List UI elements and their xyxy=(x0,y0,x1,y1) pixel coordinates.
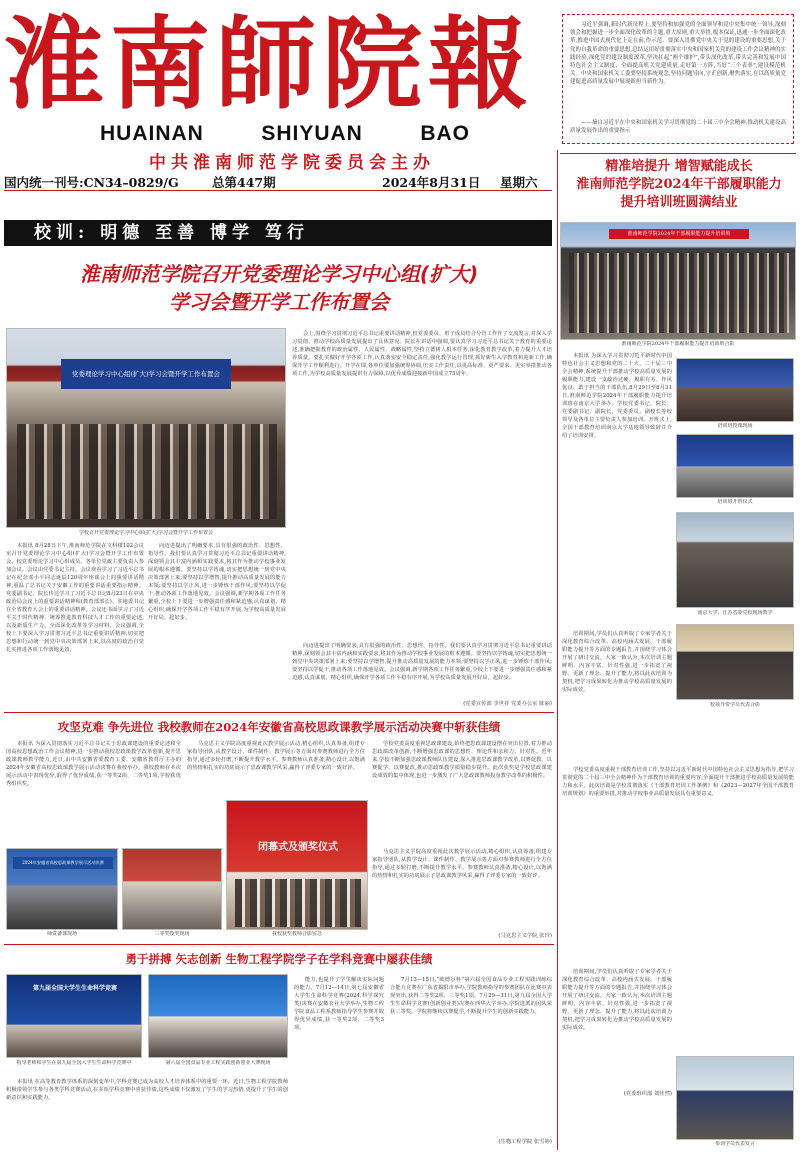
divider xyxy=(560,153,796,154)
masthead-info-bar xyxy=(4,173,552,191)
lead-photo-banner: 党委理论学习中心组(扩大)学习会暨开学工作布置会 xyxy=(61,359,231,389)
competition-body-right-cont: 马克思主义学院高度重视此次教学展示活动,精心组织,认真筹备,组建专家指导团队,从教学设计、课件制作、教学展示等方面对参赛教师进行全方位指导,通过多轮打磨,不断提升教学水平。参赛教师认真准备,精心设计,以饱满的热情和扎实的功底展示了思政课教学风采,赢得了评委专家的一致好评。 xyxy=(372,849,552,879)
lead-photo xyxy=(6,328,286,528)
training-banner: 淮南师范学院2024年干部履职能力提升培训班 xyxy=(609,229,749,239)
bio-body-mid: 能力,也提升了学生解决实际问题的能力。7月12—14日,第七届安徽省大学生生命科学竞赛(2024,科学探究类)决赛在安徽农业大学举办,生物工程学院食品工程系教师指导学生参赛并取得优异成绩,获一等奖2项、二等奖3项。 xyxy=(294,977,384,1031)
lead-body-right-cont: 向迈进提出了明确要求,具有很强的政治性、思想性、指导性。我们要认真学习贯彻习近平总书记重要讲话精神,深刻领会其丰富内涵和实践要求,将其作为推动学校事业发展的根本遵循。要坚持以学铸魂,切实把思想统一到党中央决策部署上来;要坚持以学增智,提升推动高质量发展的能力本领;要坚持以学正风,进一步锤炼干部作风;要坚持以学促干,推动各项工作落地见效。会议强调,新学期各项工作任务繁重,全校上下要进一步增强责任感和紧迫感,认真谋划、精心组织,确保开学各项工作平稳有序开展,为学校高质量发展开好局、起好步。 xyxy=(292,643,552,681)
training-byline: (党委组织部 刘佳然) xyxy=(623,1091,672,1097)
issue-weekday: 星期六 xyxy=(500,174,538,190)
bio-title: 勇于拼搏 矢志创新 生物工程学院学子在学科竞赛中屡获佳绩 xyxy=(125,952,433,966)
training-title-line1: 精准培提升 增智赋能成长 xyxy=(605,159,753,174)
lead-title-line1: 淮南师范学院召开党委理论学习中心组(扩大) xyxy=(79,262,479,286)
training-group-caption: 淮南师范学院2024年干部履职能力提升培训班合影 xyxy=(621,341,735,347)
pinyin-shiyuan: SHIYUAN xyxy=(261,122,363,145)
pinyin-bao: BAO xyxy=(420,122,470,145)
training-group-photo xyxy=(560,222,796,340)
competition-photo-banner: 2024年安徽省高校思政课教学展示活动决赛 xyxy=(13,857,113,869)
competition-photo-2 xyxy=(122,848,222,930)
bio-body-right: 7月13—15日,“欧德尔杯”第六届全国食品专业工程实践训练综合能力竞赛在广东省揭阳市举办,学院教师指导的参赛团队在比赛中表现突出,获得二等奖2项、三等奖1项。7月29—31日,第九届全国大学生生命科学竞赛(创新创业类)决赛在西华大学举办,学院选派的团队荣获三等奖。学院将继续以赛促学,不断提升学生的创新实践能力。 xyxy=(390,977,552,1015)
issue-number: 总第447期 xyxy=(212,174,276,190)
training-title-line2: 淮南师范学院2024年干部履职能力 xyxy=(576,177,782,192)
divider xyxy=(4,944,554,945)
training-photo3-caption: 南京大学、江苏省委党校现场教学 xyxy=(697,610,773,616)
training-photo-4 xyxy=(676,624,794,700)
masthead-pinyin xyxy=(100,122,470,146)
bio-byline: (生物工程学院 张雪婷) xyxy=(498,1139,552,1145)
competition-body-right: 学校党委高度重视思政课建设,始终把思政课建设摆在突出位置,着力推动思政课改革创新,不断增强思政课的思想性、理论性和亲和力、针对性。近年来,学校不断加强思政课教师队伍建设,深入推进思政课教学改革,以赛促教、以赛促学、以赛促改,推动思政课教学质量稳步提升。此次获奖是学校思政课建设成效的集中体现,也进一步激发了广大思政课教师投身教学改革的积极性。 xyxy=(372,741,552,779)
competition-byline: (马克思主义学院 张玲) xyxy=(498,933,552,939)
competition-photo-banner2: 闭幕式及颁奖仪式 xyxy=(258,842,338,853)
group-people xyxy=(569,253,789,333)
training-body-tail: 培训期间,学员们认真听取了专家学者关于深化教育综合改革、高校内涵式发展、干部履职能力提升等方面的专题报告,并围绕学习体会开展了研讨交流。大家一致认为,本次培训主题鲜明、内容丰富、针对性强,进一步拓宽了视野、更新了理念、提升了能力,将以此次培训为契机,把学习成果转化为推动学校高质量发展的实际成效。 xyxy=(562,969,672,1031)
competition-body-mid: 马克思主义学院高度重视此次教学展示活动,精心组织,认真筹备,组建专家指导团队,从教学设计、课件制作、教学展示等方面对参赛教师进行全方位指导,通过多轮打磨,不断提升教学水平。参赛教师认真准备,精心设计,以饱满的热情和扎实的功底展示了思政课教学风采,赢得了评委专家的一致好评。 xyxy=(187,741,365,771)
winners-people xyxy=(235,879,361,927)
competition-photo3-caption: 我校获奖教师合影留念 xyxy=(271,931,322,937)
training-photo-5 xyxy=(676,1056,794,1140)
column-divider xyxy=(557,150,558,1150)
competition-photo-3 xyxy=(226,800,368,930)
training-photo-2 xyxy=(676,434,794,498)
competition-title: 攻坚克难 争先进位 我校教师在2024年安徽省高校思政课教学展示活动决赛中斩获佳绩 xyxy=(57,720,501,734)
bio-photo1-caption: 指导老师和学生在第九届全国大学生生命科学竞赛中 xyxy=(16,1060,132,1066)
training-photo1-caption: 培训班授课现场 xyxy=(717,423,753,429)
training-photo-1 xyxy=(676,358,794,422)
divider xyxy=(4,712,554,713)
competition-body-left: 本报讯 为深入贯彻落实习近平总书记关于思政课建设的重要论述和全国高校思想政治工作会议精神,进一步推动我校思政课教学改革创新,提升思政课教师教学能力,近日,由中共安徽省委教育工委、安徽省教育厅主办的2024年安徽省高校思政课教学展示活动决赛在我校举办。我校教师在本次展示活动中表现优异,取得了优异成绩,获一等奖2项、二等奖1项,学校获优秀组织奖。 xyxy=(6,741,181,787)
issn: 国内统一刊号:CN34–0829/G xyxy=(4,174,179,190)
bio-photo-2 xyxy=(148,974,288,1058)
training-body-cont: 培训期间,学员们认真听取了专家学者关于深化教育综合改革、高校内涵式发展、干部履职能力提升等方面的专题报告,并围绕学习体会开展了研讨交流。大家一致认为,本次培训主题鲜明、内容丰富、针对性强,进一步拓宽了视野、更新了理念、提升了能力,将以此次培训为契机,把学习成果转化为推动学校高质量发展的实际成效。 xyxy=(562,631,672,693)
lead-photo-caption: 学校召开党委理论学习中心组(扩大)学习会暨开学工作布置会 xyxy=(79,530,213,536)
competition-photo-1 xyxy=(6,848,118,930)
lead-body-mid: 向迈进提出了明确要求,具有很强的政治性、思想性、指导性。我们要认真学习贯彻习近平总书记重要讲话精神,深刻领会其丰富内涵和实践要求,将其作为推动学校事业发展的根本遵循。要坚持以学铸魂,切实把思想统一到党中央决策部署上来;要坚持以学增智,提升推动高质量发展的能力本领;要坚持以学正风,进一步锤炼干部作风;要坚持以学促干,推动各项工作落地见效。会议强调,新学期各项工作任务繁重,全校上下要进一步增强责任感和紧迫感,认真谋划、精心组织,确保开学各项工作平稳有序开展,为学校高质量发展开好局、起好步。 xyxy=(148,543,286,621)
editorial-box xyxy=(562,14,794,144)
training-title-line3: 提升培训班圆满结业 xyxy=(620,195,738,210)
bio-photo-1 xyxy=(6,974,142,1058)
masthead-sponsor: 中共淮南师范学院委员会主办 xyxy=(149,153,435,173)
competition-photo2-caption: 三等奖授奖现场 xyxy=(154,931,190,937)
training-photo4-caption: 校领导带学员代表合影 xyxy=(709,702,760,708)
training-photo-3 xyxy=(676,512,794,608)
issue-date: 2024年8月31日 xyxy=(382,174,481,190)
training-body-main: 本报讯 为深入学习贯彻习近平新时代中国特色社会主义思想和党的二十大、二十届三中全会精神,系统提升干部推动学校高质量发展的履职能力,建设一支政治过硬、履职有方、作风优良、敢于担当的干部队伍,8月29日至8月31日,淮南师范学院2024年干部履职能力提升培训班在南京大学举办。学校党委书记、院长、党委副书记、副院长、党委委员、副校长等校领导及各单位主要负责人参加培训。开班式上,全国干部教育培训南京大学基地领导致辞并介绍了培训安排。 xyxy=(562,353,672,439)
lead-body-left: 本报讯 8月28日下午,淮南师范学院在文科楼102会议室召开党委理论学习中心组(扩大)学习会暨开学工作布置会。校党委理论学习中心组成员、各单位党政主要负责人参加会议。会议由党委书记主持。会议观看学习了习近平总书记在纪念邓小平同志诞辰120周年座谈会上的重要讲话精神,重温了总书记关于安徽工作的重要讲话重要指示精神。党委副书记、院长传达学习了习近平总书记8月23日在中央政治局会议上的重要讲话精神和(教育部部长)、驻地委书记在全省教育大会上的重要讲话精神。会议还书面学习了习近平关于时代精神、统筹推进教育科技人才工作的重要论述,以及新质生产力、全面深化改革等学习材料。会议强调,全校上下要深入学习贯彻习近平总书记重要讲话精神,切实把思想和行动统一到党中央决策部署上来,以高度的政治自觉扎实推进各项工作落地见效。 xyxy=(6,543,144,653)
lead-photo-people xyxy=(17,424,277,519)
bio-photo2-caption: 第六届全国食品专业工程实践创新创业大赛现场 xyxy=(165,1060,271,1066)
pinyin-huainan: HUAINAN xyxy=(100,122,204,145)
lead-body-right: 会上,围绕学习贯彻习近平总书记重要讲话精神,校党委委员、班子成员结合分管工作作了交流发言,对深入学习贯彻、推动学校高质量发展提出了具体意见。院长在讲话中强调,要认真学习习近平总书记关于教育的重要论述,准确把握教育的政治属性、人民属性、战略属性,坚持立德树人根本任务,深化教育教学改革,着力提升人才培养质量。要扎实做好开学各项工作,认真落实安全稳定责任,强化教学运行管理,抓好新生入学教育和迎新工作,确保开学工作顺利进行。开学在即,各单位要加强统筹协调,压实工作责任,以更高标准、更严要求、更实举措推动各项工作,为学校高质量发展提供有力保障,以优异成绩迎接新中国成立75周年。 xyxy=(292,331,552,377)
training-body-bottom: 学校党委高度重视干部教育培训工作,坚持以习近平新时代中国特色社会主义思想为指导,把学习贯彻党的二十届三中全会精神作为干部教育培训的重要内容,全面提升干部推进学校高质量发展的能力和水平。此次培训是学校贯彻落实《干部教育培训工作条例》和《2023—2027年全国干部教育培训规划》的重要举措,对推动学校事业高质量发展具有重要意义。 xyxy=(562,767,794,797)
lead-title-line2: 学习会暨开学工作布置会 xyxy=(169,290,389,314)
editorial-source: ——摘自习近平在中央和国家机关学习贯彻党的二十届三中全会精神,推动机关建设高质量发展作出的重要指示 xyxy=(570,120,786,134)
training-photo5-caption: 参训学员代表发言 xyxy=(714,1141,755,1147)
training-photo2-caption: 培训班开班仪式 xyxy=(717,499,753,505)
lead-byline: (党委宣传部 李世祥 党委办公室 陈丽) xyxy=(463,701,552,707)
motto-bar: 校训: 明德 至善 博学 笃行 xyxy=(4,220,552,246)
editorial-text: 习近平强调,新时代新征程上,要坚持和加强党的全面领导和党中央集中统一领导,深刻领会和把握进一步全面深化改革的主题,重大原则,重大举措,根本保证,迅速一步全面深化改革,推进中国式现代化上走在前,作示范。要深入贯彻党中央关于党的建设的重要思想,关于党的自我革命的重要思想,总结运用好贯彻落实中央和国家机关党的建设工作会议精神的实践经验,深化党的建设制度改革,坚决扛起“两个维护”,带头深化改革,带头完善和发展中国特色社会主义制度、全面提高机关党建质量,走好第一方阵,当好“三个表率”,建设模范机关。中央和国家机关工委要坚持系统观念,坚持问题导向,守正创新,聚焦落实,在以高质量党建促进高质量发展中展现新担当新作为。 xyxy=(570,22,786,86)
bio-body-left: 本报讯 在高等教育教学体系的深刻变革中,学科竞赛已成为高校人才培养体系中的重要一环。近日,生物工程学院教师积极带领学生参与各类学科竞赛活动,在多项学科竞赛中喜获佳绩,这些成绩不仅激发了学生的学习热情,更提升了学生的创新意识和实践能力。 xyxy=(6,1079,288,1101)
bio-photo-banner: 第九届全国大学生生命科学竞赛 xyxy=(32,985,117,992)
masthead-title: 淮南師院報 xyxy=(4,6,534,122)
competition-photo1-caption: 师资备课现场 xyxy=(46,931,77,937)
